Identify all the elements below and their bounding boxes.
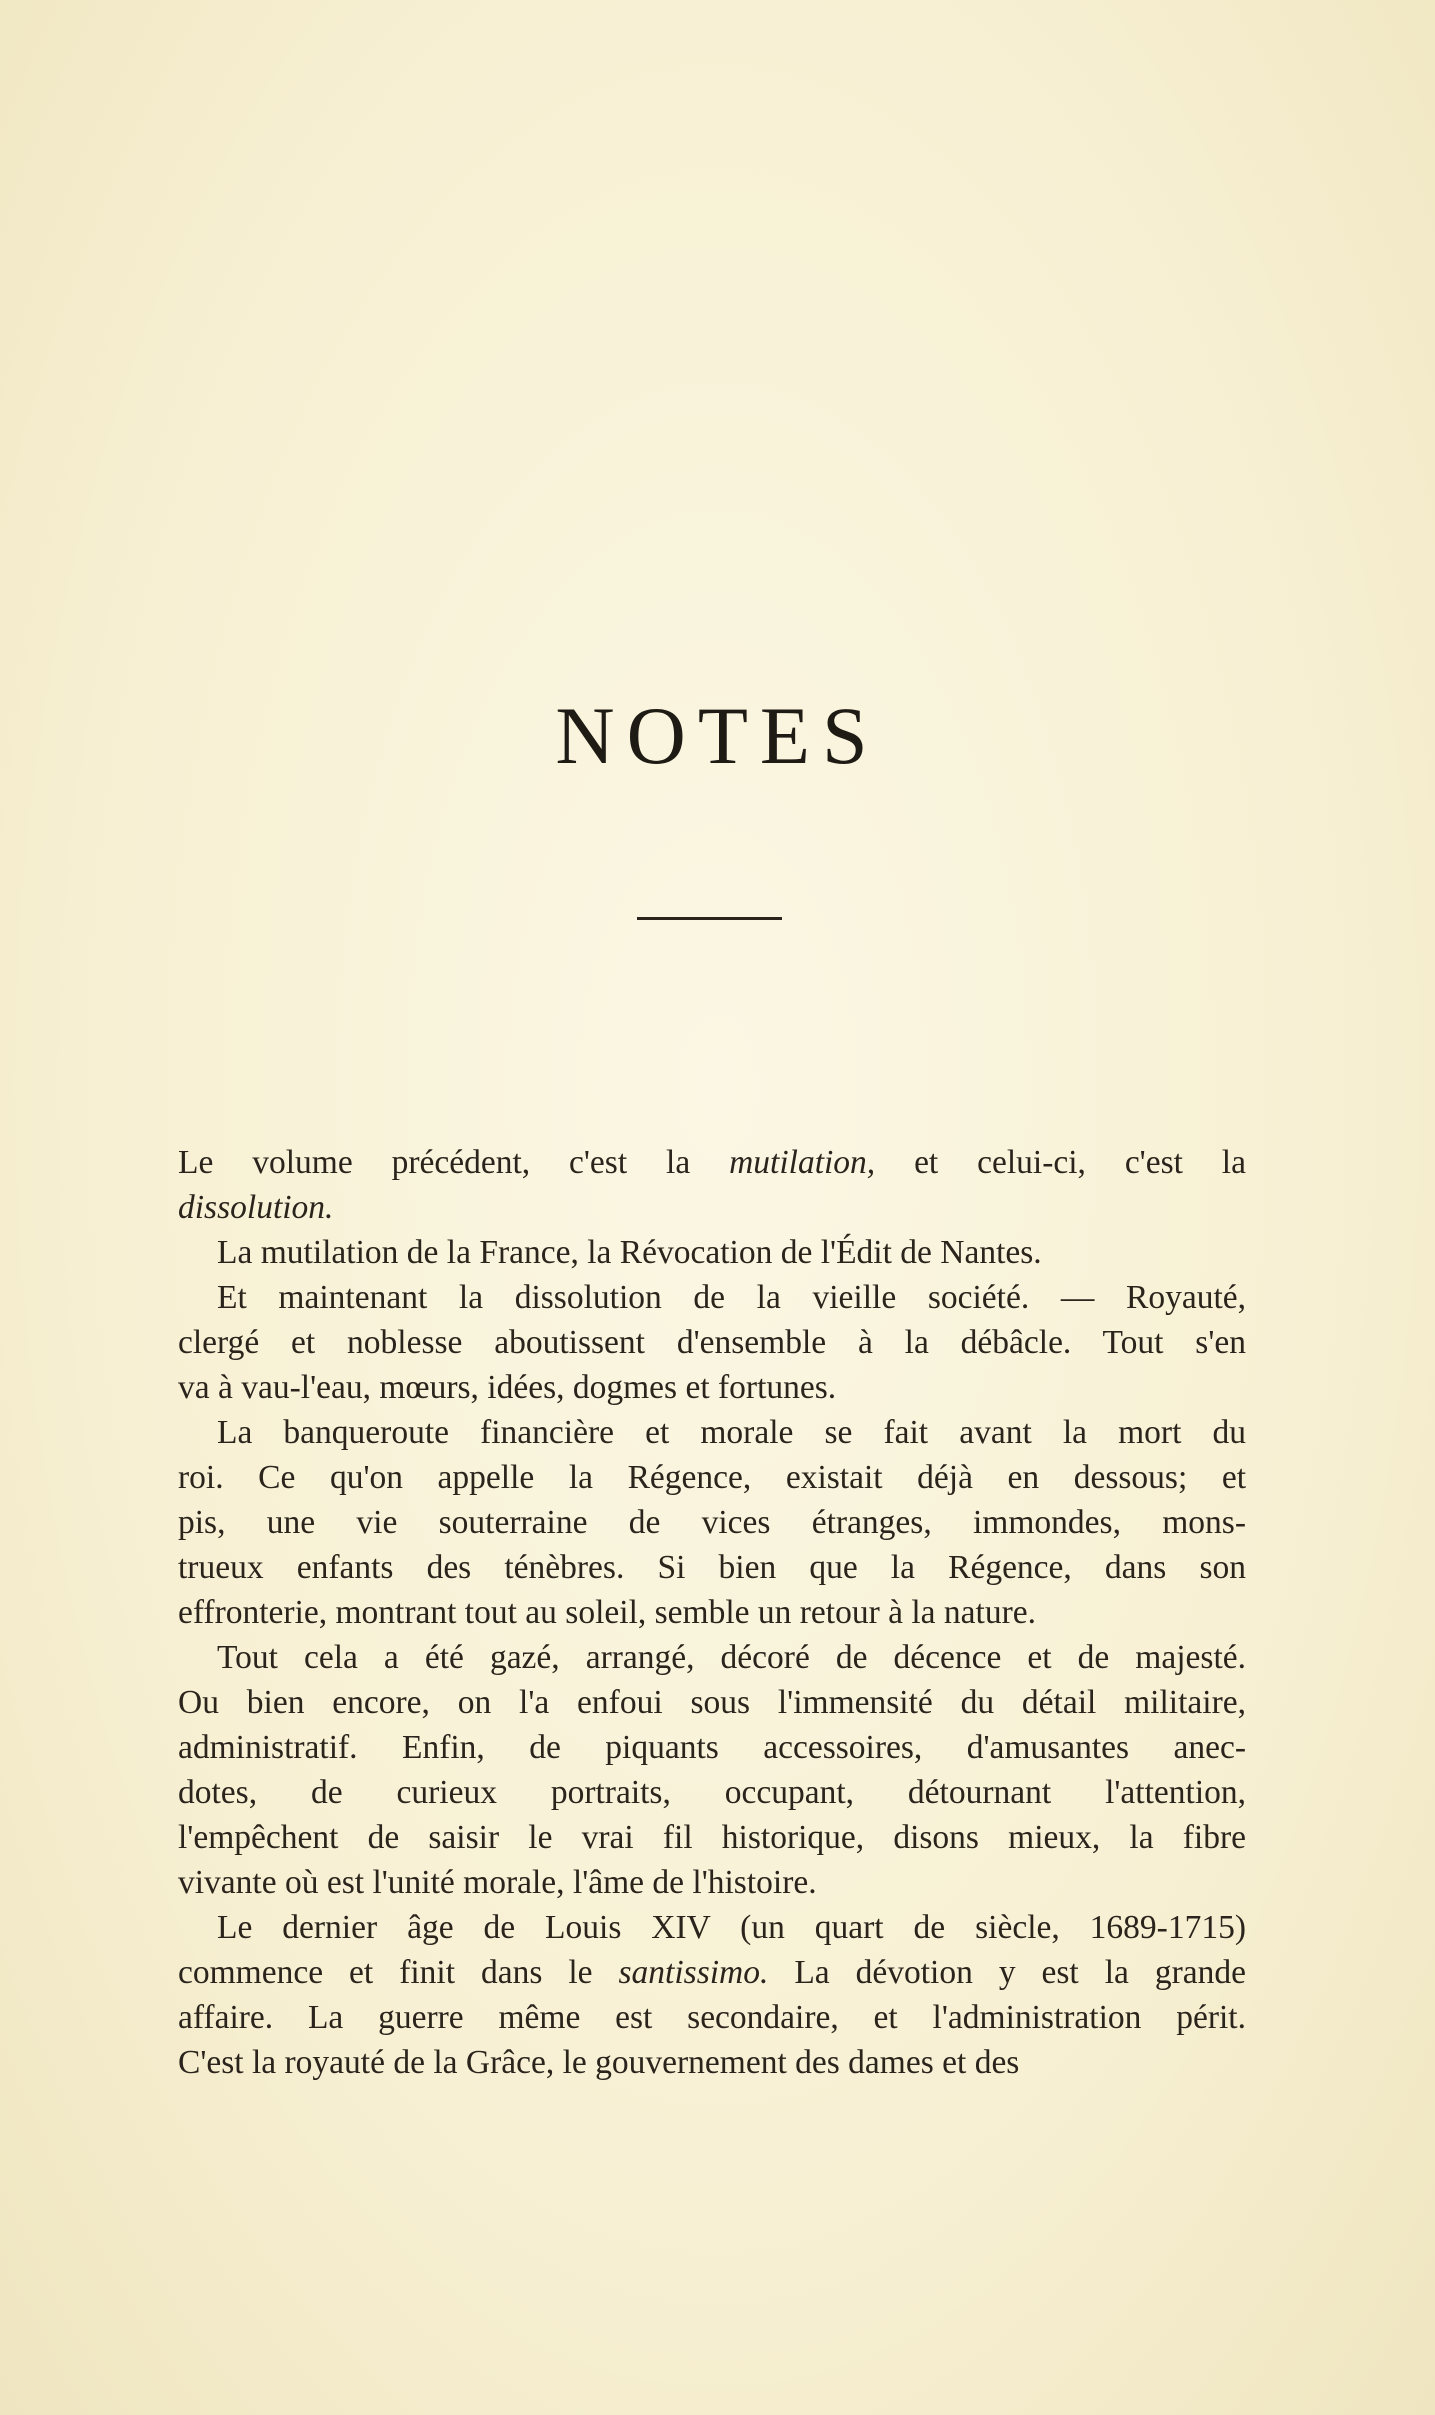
text-line [178, 1545, 1246, 1590]
text-line [178, 1860, 1246, 1905]
text-line [178, 1410, 1246, 1455]
text-run: La banqueroute financière et morale se fait avant la mort du [217, 1414, 1246, 1451]
text-run: C'est la royauté de la Grâce, le gouvernement des dames et des [178, 2044, 1020, 2081]
text-run: dotes, de curieux portraits, occupant, détournant l'attention, [178, 1774, 1246, 1811]
text-line [178, 1905, 1246, 1950]
text-run: Et maintenant la dissolution de la vieille société. — Royauté, [217, 1279, 1246, 1316]
page-title: NOTES [555, 690, 880, 781]
notes-body [178, 1140, 1246, 2085]
text-run: administratif. Enfin, de piquants accessoires, d'amusantes anec- [178, 1729, 1246, 1766]
text-line [178, 1815, 1246, 1860]
text-line [178, 1185, 1246, 1230]
text-line [178, 2040, 1246, 2085]
text-run: roi. Ce qu'on appelle la Régence, existait déjà en dessous; et [178, 1459, 1246, 1496]
italic-text: santissimo. [618, 1954, 769, 1991]
text-run: Ou bien encore, on l'a enfoui sous l'immensité du détail militaire, [178, 1684, 1246, 1721]
text-run: pis, une vie souterraine de vices étranges, immondes, mons- [178, 1504, 1246, 1541]
text-line [178, 1725, 1246, 1770]
text-line [178, 1365, 1246, 1410]
text-run: et celui-ci, c'est la [875, 1144, 1246, 1181]
text-line [178, 1275, 1246, 1320]
text-line [178, 1950, 1246, 1995]
text-run: va à vau-l'eau, mœurs, idées, dogmes et fortunes. [178, 1369, 837, 1406]
text-run: commence et finit dans le [178, 1954, 619, 1991]
text-line [178, 1140, 1246, 1185]
text-line [178, 1230, 1246, 1275]
text-line [178, 1320, 1246, 1365]
text-line [178, 1500, 1246, 1545]
text-run: l'empêchent de saisir le vrai fil historique, disons mieux, la fibre [178, 1819, 1246, 1856]
text-run: Tout cela a été gazé, arrangé, décoré de décence et de majesté. [217, 1639, 1246, 1676]
text-run: Le dernier âge de Louis XIV (un quart de siècle, 1689-1715) [217, 1909, 1246, 1946]
text-run: La dévotion y est la grande [768, 1954, 1246, 1991]
italic-text: mutilation, [729, 1144, 876, 1181]
text-run: La mutilation de la France, la Révocation de l'Édit de Nantes. [217, 1234, 1042, 1271]
text-line [178, 1635, 1246, 1680]
text-run: clergé et noblesse aboutissent d'ensemble à la débâcle. Tout s'en [178, 1324, 1246, 1361]
text-line [178, 1590, 1246, 1635]
text-line [178, 1995, 1246, 2040]
title-rule [637, 917, 782, 920]
text-run: trueux enfants des ténèbres. Si bien que la Régence, dans son [178, 1549, 1246, 1586]
text-line [178, 1680, 1246, 1725]
text-run: effronterie, montrant tout au soleil, semble un retour à la nature. [178, 1594, 1036, 1631]
text-run: affaire. La guerre même est secondaire, et l'administration périt. [178, 1999, 1246, 2036]
text-run: vivante où est l'unité morale, l'âme de l'histoire. [178, 1864, 817, 1901]
italic-text: dissolution. [178, 1189, 334, 1226]
text-line [178, 1455, 1246, 1500]
text-run: Le volume précédent, c'est la [178, 1144, 730, 1181]
text-line [178, 1770, 1246, 1815]
